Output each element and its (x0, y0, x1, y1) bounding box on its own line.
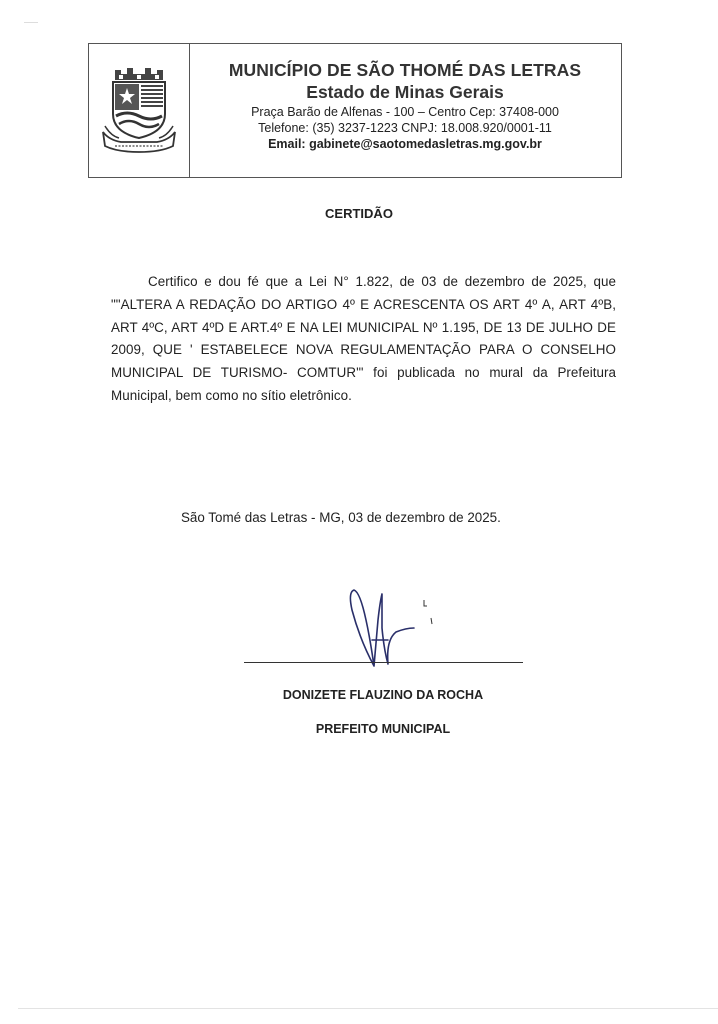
scan-mark (24, 22, 38, 23)
coat-of-arms-icon (101, 66, 177, 156)
certificate-body: Certifico e dou fé que a Lei N° 1.822, de 03 de dezembro de 2025, que ""ALTERA A REDAÇÃO DO ARTIGO 4º E ACRESCENTA OS ART 4º A, ART 4ºB, ART 4ºC, ART 4ºD E ART.4º E NA LEI MUNICIPAL Nº 1.195, DE 13 DE JULHO DE 2009, QUE ' ESTABELECE NOVA REGULAMENTAÇÃO PARA O CONSELHO MUNICIPAL DE TURISMO- COMTUR'" foi publicada no mural da Prefeitura Municipal, bem como no sítio eletrônico. (111, 274, 616, 403)
signer-role: PREFEITO MUNICIPAL (315, 722, 451, 736)
address: Praça Barão de Alfenas - 100 – Centro Cep: 37408-000 (251, 105, 559, 119)
document-title: CERTIDÃO (325, 206, 393, 221)
state-name: Estado de Minas Gerais (306, 82, 504, 102)
handwritten-signature (330, 580, 440, 675)
place-date: São Tomé das Letras - MG, 03 de dezembro de 2025. (181, 510, 501, 525)
email: Email: gabinete@saotomedasletras.mg.gov.br (268, 137, 542, 151)
municipality-name: MUNICÍPIO DE SÃO THOMÉ DAS LETRAS (228, 60, 582, 80)
phone-cnpj: Telefone: (35) 3237-1223 CNPJ: 18.008.920/0001-11 (258, 121, 552, 135)
signer-name: DONIZETE FLAUZINO DA ROCHA (282, 688, 484, 702)
letterhead (88, 43, 622, 178)
crest-cell (89, 44, 190, 177)
signature-line (244, 662, 523, 663)
page-edge-line (18, 1008, 718, 1009)
